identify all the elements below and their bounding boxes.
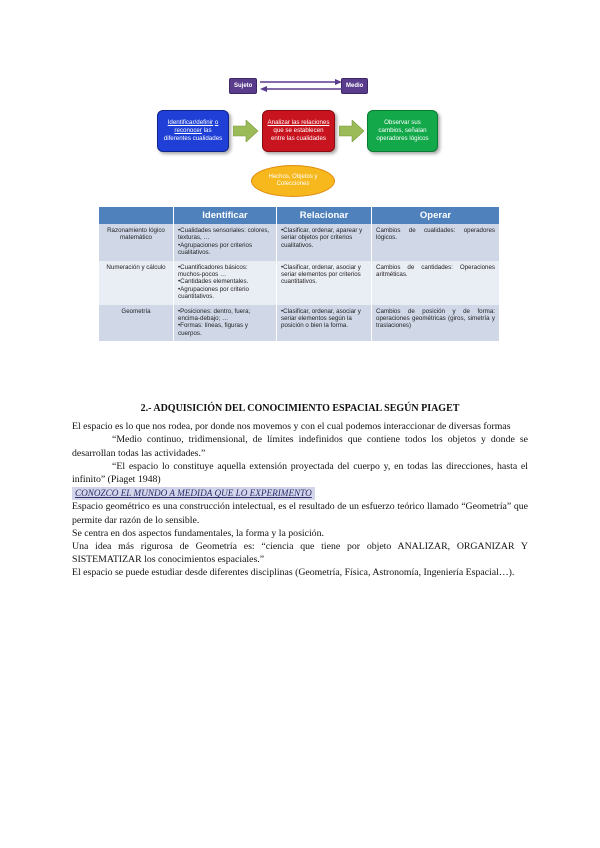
paragraph: Se centra en dos aspectos fundamentales, la forma y la posición.	[72, 527, 324, 539]
row-label: Numeración y cálculo	[99, 261, 174, 305]
row-label: Razonamiento lógico matemático	[99, 224, 174, 261]
table-header-row	[99, 207, 500, 224]
cell-operar	[372, 261, 500, 305]
table-row	[99, 261, 500, 305]
cell-identificar	[174, 305, 277, 342]
arrow-right-icon	[233, 120, 259, 142]
cell-line: •Cantidades elementales.	[178, 278, 249, 286]
double-arrow-icon	[258, 78, 344, 94]
hechos-ellipse: Hechos, Objetos y Colecciones	[251, 165, 335, 197]
observar-box: Observar sus cambios, señalan operadores lógicos	[367, 110, 438, 152]
quote: “Medio continuo, tridimensional, de límites indefinidos que contiene todos los objetos y donde se desarrollan todas las actividades.”	[72, 434, 528, 459]
identificar-link: Identificar/definir	[167, 119, 214, 126]
comparison-table	[99, 207, 500, 341]
table-header-identificar: Identificar	[174, 207, 277, 224]
highlighted-subtitle: CONOZCO EL MUNDO A MEDIDA QUE LO EXPERIMENTO	[72, 487, 315, 500]
cell-line: •Cualidades sensoriales: colores, texturas, …	[178, 227, 270, 242]
row-label: Geometría	[99, 305, 174, 342]
cell-line: •Cuantificadores básicos: muchos-pocos …	[178, 263, 248, 279]
cell-line: Cambios de posición y de forma: operaciones geométricas (giros, simetría y traslaciones)	[376, 307, 495, 330]
table-row	[99, 224, 500, 261]
table-header-relacionar: Relacionar	[277, 207, 372, 224]
section-heading: 2.- ADQUISICIÓN DEL CONOCIMIENTO ESPACIAL SEGÚN PIAGET	[140, 403, 460, 414]
cell-line: •Formas: líneas, figuras y cuerpos.	[178, 322, 248, 337]
cell-operar	[372, 305, 500, 342]
analizar-link: Analizar las relaciones	[267, 119, 330, 126]
quote: “El espacio lo constituye aquella extensión proyectada del cuerpo y, en todas las direcciones, hasta el infinito” (Piaget 1948)	[72, 460, 528, 486]
analizar-box	[262, 110, 335, 152]
identificar-rest: las diferentes cualidades	[163, 127, 223, 142]
cell-line: •Clasificar, ordenar, asociar y seriar elementos según la posición o bien la forma.	[281, 307, 361, 330]
paragraph: Una idea más rigurosa de Geometría es: “ciencia que tiene por objeto ANALIZAR, ORGANIZAR Y SISTEMATIZAR los conocimientos espaciales.”	[72, 541, 528, 566]
arrow-right-icon-2	[339, 120, 365, 142]
paragraph: Espacio geométrico es una construcción intelectual, es el resultado de un esfuerzo teórico llamado “Geometría” que permite dar razón de lo sensible.	[72, 501, 528, 526]
table-header-empty	[99, 207, 174, 224]
cell-line: •Agrupaciones por criterios cualitativos.	[178, 241, 253, 257]
concept-diagram	[0, 0, 600, 200]
cell-line: •Posiciones: dentro, fuera; encima-debajo; …	[178, 307, 251, 323]
analizar-rest: que se establecen entre las cualidades	[270, 127, 327, 142]
cell-relacionar	[277, 305, 372, 342]
body-text	[72, 402, 528, 580]
table-header-operar: Operar	[372, 207, 500, 224]
medio-label: Medio	[341, 78, 368, 94]
sujeto-label: Sujeto	[229, 78, 257, 94]
cell-relacionar	[277, 261, 372, 305]
cell-line: •Clasificar, ordenar, aparear y seriar objetos por criterios cualitativos.	[281, 227, 363, 249]
paragraph: El espacio es lo que nos rodea, por donde nos movemos y con el cual podemos interaccionar de diversas formas	[72, 421, 511, 433]
cell-identificar	[174, 224, 277, 261]
cell-line: •Clasificar, ordenar, asociar y seriar elementos por criterios cuantitativos.	[281, 263, 361, 286]
table-row	[99, 305, 500, 342]
cell-identificar	[174, 261, 277, 305]
cell-operar	[372, 224, 500, 261]
cell-relacionar	[277, 224, 372, 261]
cell-line: •Agrupaciones por criterio cuantitativos.	[178, 285, 249, 301]
identificar-link-2: o reconocer	[174, 119, 219, 134]
cell-line: Cambios de cualidades: operadores lógicos.	[376, 227, 495, 242]
cell-line: Cambios de cantidades: Operaciones aritméticas.	[376, 263, 495, 279]
identificar-box	[157, 110, 229, 152]
paragraph: El espacio se puede estudiar desde diferentes disciplinas (Geometría, Física, Astronomía, Ingeniería Espacial…).	[72, 567, 515, 579]
